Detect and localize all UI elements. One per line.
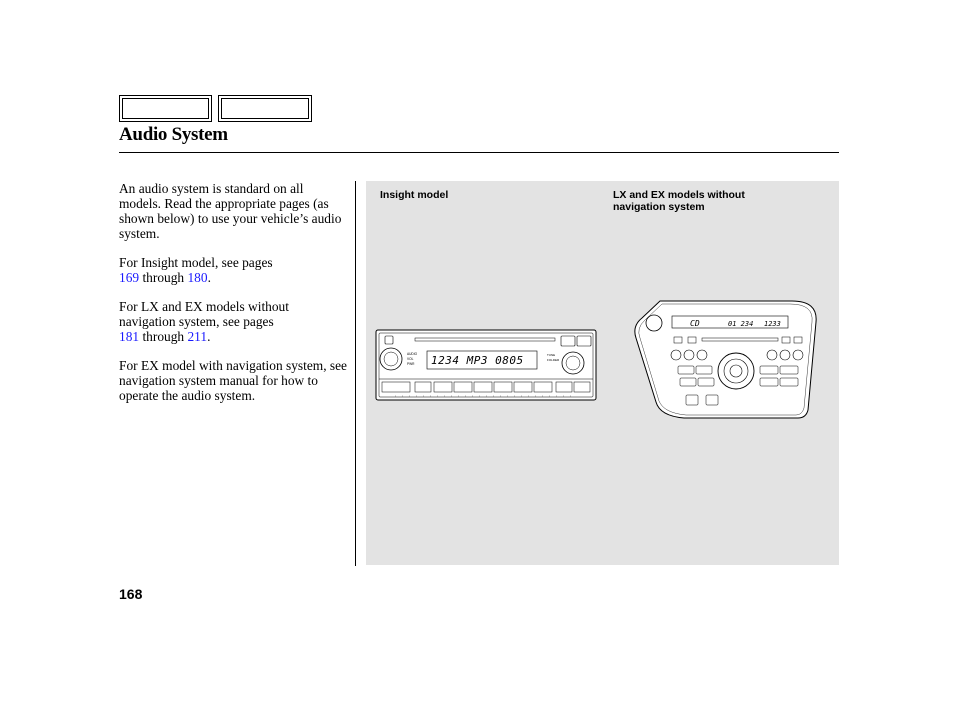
- insight-paragraph: [119, 255, 347, 285]
- index-button[interactable]: [218, 95, 312, 122]
- insight-page-from-link[interactable]: 169: [119, 270, 140, 285]
- intro-paragraph: An audio system is standard on all models. Read the appropriate pages (as shown below) to use your vehicle’s audio system.: [119, 181, 342, 241]
- lx-ex-page-to-link[interactable]: 211: [187, 329, 208, 344]
- svg-text:TUNE: TUNE: [547, 353, 556, 357]
- insight-through: through: [142, 270, 185, 285]
- svg-text:PWR: PWR: [407, 362, 415, 366]
- lx-ex-model-label: LX and EX models without navigation system: [613, 189, 745, 213]
- lx-ex-prefix: For LX and EX models without navigation system, see pages: [119, 299, 289, 329]
- insight-display-text: 1234 MP3 0805: [431, 354, 524, 367]
- lx-ex-suffix: .: [207, 329, 211, 344]
- page-number: 168: [119, 586, 143, 602]
- svg-text:AUDIO: AUDIO: [407, 352, 418, 356]
- insight-prefix: For Insight model, see pages: [119, 255, 273, 270]
- page-title: Audio System: [119, 124, 228, 145]
- column-divider: [355, 181, 356, 566]
- title-divider: [119, 152, 839, 153]
- lx-display-left: CD: [690, 319, 700, 328]
- lx-ex-page-from-link[interactable]: 181: [119, 329, 140, 344]
- lx-display-mid: 01 234: [728, 320, 754, 328]
- main-menu-button[interactable]: [119, 95, 212, 122]
- insight-audio-unit-illustration: [375, 329, 597, 401]
- body-text: [119, 181, 347, 417]
- lx-display-right: 1233: [764, 320, 781, 328]
- insight-page-to-link[interactable]: 180: [187, 270, 208, 285]
- svg-text:VOL: VOL: [407, 357, 414, 361]
- insight-suffix: .: [207, 270, 211, 285]
- lx-ex-through: through: [142, 329, 185, 344]
- audio-figure-panel: [366, 181, 839, 565]
- lx-ex-audio-unit-illustration: [632, 298, 822, 422]
- insight-model-label: Insight model: [380, 189, 449, 201]
- navigation-paragraph: For EX model with navigation system, see navigation system manual for how to operate the audio system.: [119, 358, 347, 403]
- lx-ex-paragraph: [119, 299, 347, 344]
- svg-text:FOLDER: FOLDER: [547, 358, 560, 362]
